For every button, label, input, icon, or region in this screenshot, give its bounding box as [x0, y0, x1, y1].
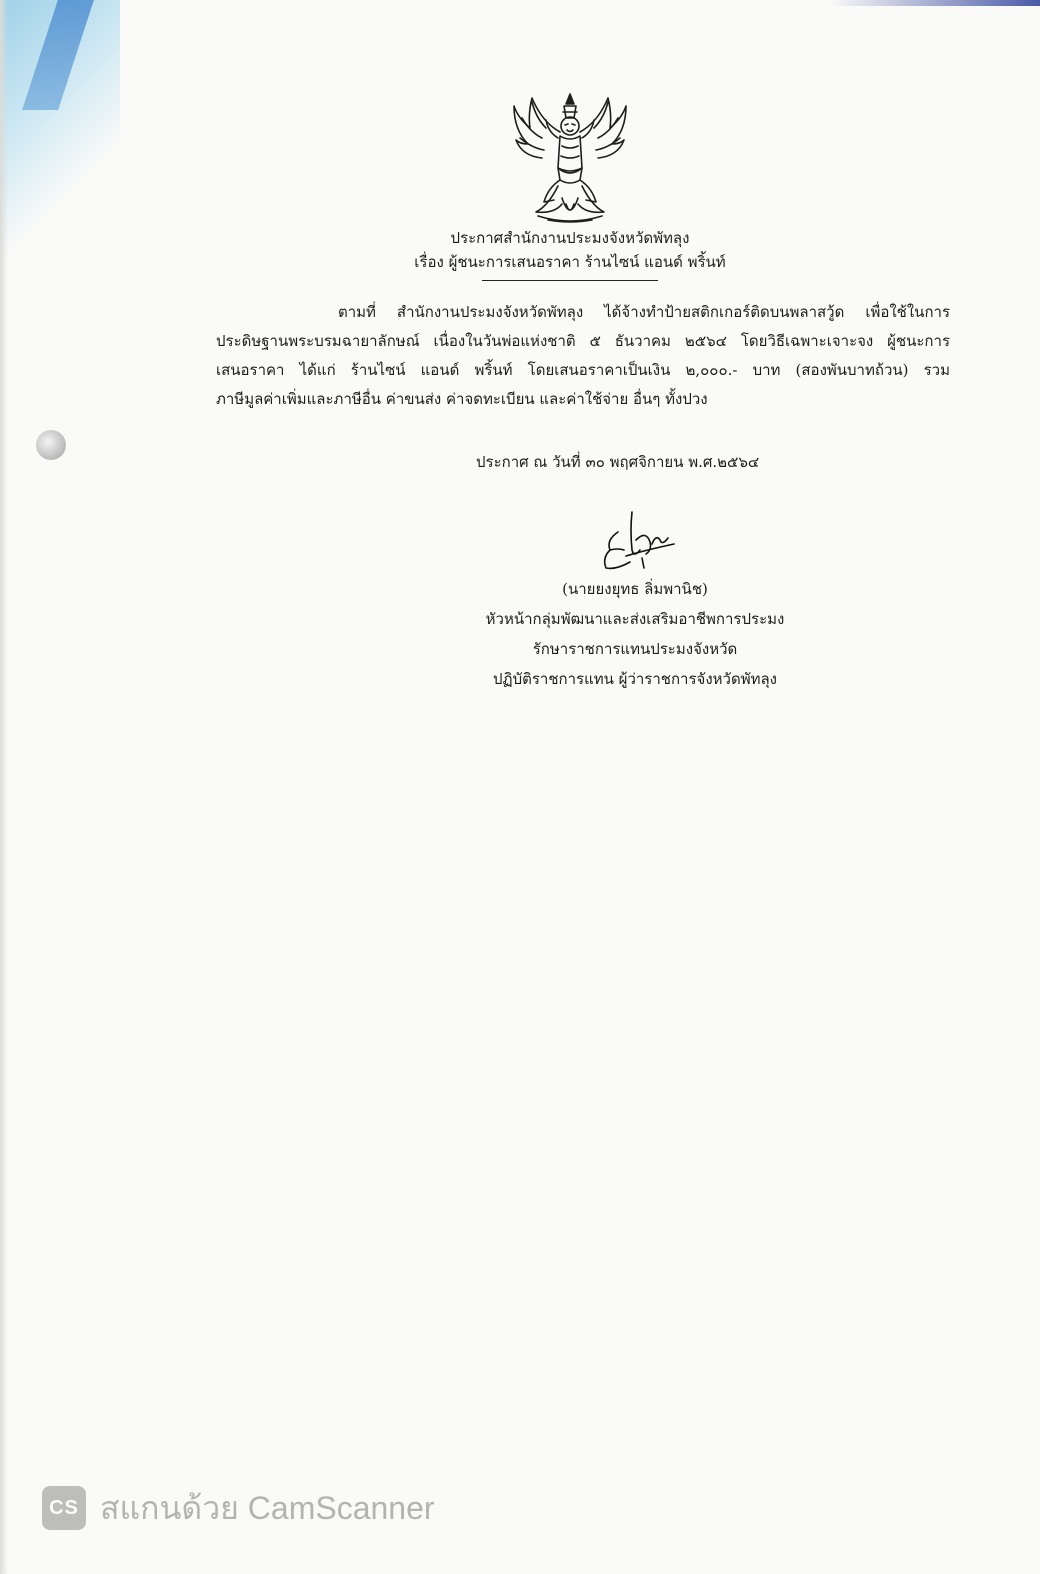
scan-top-edge: [830, 0, 1040, 6]
punch-hole-mark: [36, 430, 66, 460]
signer-acting-position: รักษาราชการแทนประมงจังหวัด: [532, 640, 738, 658]
signer-position: หัวหน้ากลุ่มพัฒนาและส่งเสริมอาชีพการประมง: [485, 610, 785, 628]
body-line: ประดิษฐานพระบรมฉายาลักษณ์ เนื่องในวันพ่อแห่งชาติ ๕ ธันวาคม ๒๕๖๔ โดยวิธีเฉพาะเจาะจง ผู้ชนะการ: [216, 332, 950, 350]
signer-name: (นายยงยุทธ ลิ่มพานิช): [562, 580, 708, 598]
scan-left-edge: [0, 0, 8, 1574]
title-divider: [482, 280, 658, 281]
garuda-emblem-icon: [508, 88, 632, 226]
announcement-issuer: ประกาศสำนักงานประมงจังหวัดพัทลุง: [450, 229, 690, 247]
camscanner-logo-icon: CS: [42, 1486, 86, 1530]
announcement-subject: เรื่อง ผู้ชนะการเสนอราคา ร้านไซน์ แอนด์ พริ้นท์: [414, 253, 726, 271]
announcement-body: [216, 298, 950, 414]
announcement-date: ประกาศ ณ วันที่ ๓๐ พฤศจิกายน พ.ศ.๒๕๖๔: [476, 453, 760, 471]
signer-delegation: ปฏิบัติราชการแทน ผู้ว่าราชการจังหวัดพัทลุง: [493, 670, 777, 688]
announcement-header: [340, 226, 800, 281]
camscanner-watermark: [42, 1486, 435, 1530]
body-line: ตามที่ สำนักงานประมงจังหวัดพัทลุง ได้จ้างทำป้ายสติกเกอร์ติดบนพลาสวู้ด เพื่อใช้ในการ: [338, 303, 950, 321]
body-line: ภาษีมูลค่าเพิ่มและภาษีอื่น ค่าขนส่ง ค่าจดทะเบียน และค่าใช้จ่าย อื่นๆ ทั้งปวง: [216, 390, 708, 408]
camscanner-text: สแกนด้วย CamScanner: [100, 1489, 435, 1526]
signer-block: [440, 574, 830, 694]
handwritten-signature-icon: [596, 510, 676, 574]
body-line: เสนอราคา ได้แก่ ร้านไซน์ แอนด์ พริ้นท์ โดยเสนอราคาเป็นเงิน ๒,๐๐๐.- บาท (สองพันบาทถ้วน) รวม: [216, 361, 950, 379]
